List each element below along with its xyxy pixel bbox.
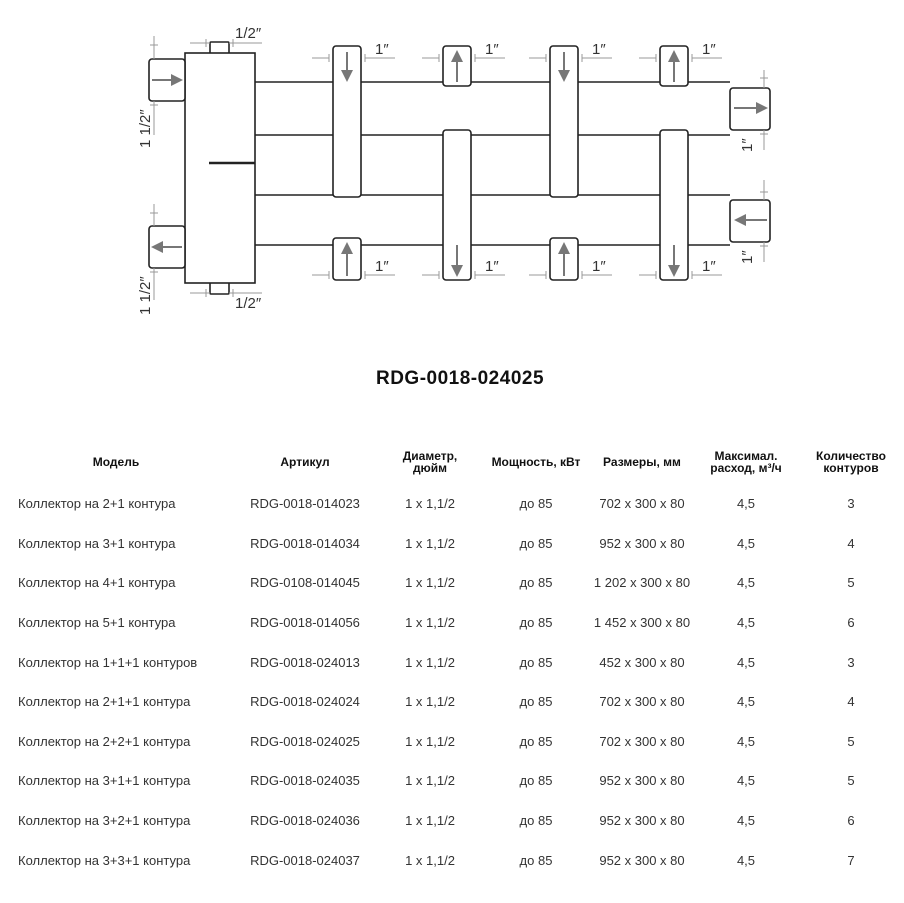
cell-model: Коллектор на 2+1+1 контура [18,694,191,710]
cell-power: до 85 [519,852,553,868]
cell-article: RDG-0018-024037 [250,852,360,868]
cell-flow: 4,5 [736,733,756,749]
cell-article: RDG-0018-014056 [250,615,360,631]
cell-count: 5 [847,773,855,789]
cell-diameter: 1 x 1,1/2 [405,773,455,789]
cell-model: Коллектор на 2+1 контура [18,496,176,512]
cell-diameter: 1 x 1,1/2 [405,496,455,512]
header-diameter: Диаметр, дюйм [402,449,458,475]
cell-count: 5 [847,733,855,749]
cell-flow: 4,5 [736,615,756,631]
cell-diameter: 1 x 1,1/2 [405,654,455,670]
cell-article: RDG-0018-024025 [250,733,360,749]
header-article: Артикул [280,455,330,469]
label-branch: 1″ [375,41,389,58]
cell-count: 6 [847,615,855,631]
models-table [0,440,904,880]
cell-diameter: 1 x 1,1/2 [405,852,455,868]
cell-flow: 4,5 [736,694,756,710]
label-branch: 1″ [375,258,389,275]
header-size: Размеры, мм [603,455,681,469]
table-row [0,563,904,603]
table-row [0,603,904,643]
cell-model: Коллектор на 3+2+1 контура [18,813,191,829]
cell-flow: 4,5 [736,496,756,512]
label-right-top: 1″ [739,138,756,152]
cell-count: 6 [847,813,855,829]
cell-size: 702 x 300 x 80 [599,694,685,710]
label-branch: 1″ [702,258,716,275]
cell-power: до 85 [519,694,553,710]
cell-power: до 85 [519,733,553,749]
cell-size: 1 202 x 300 x 80 [593,575,691,591]
cell-flow: 4,5 [736,773,756,789]
cell-model: Коллектор на 4+1 контура [18,575,176,591]
label-top-stub: 1/2″ [235,25,262,42]
table-header-row [0,440,904,484]
cell-article: RDG-0018-014023 [250,496,360,512]
table-row [0,840,904,880]
cell-power: до 85 [519,535,553,551]
cell-size: 952 x 300 x 80 [599,535,685,551]
label-branch: 1″ [592,41,606,58]
label-bottom-stub: 1/2″ [235,295,262,312]
header-power: Мощность, кВт [491,455,581,469]
table-row [0,761,904,801]
label-branch: 1″ [485,258,499,275]
cell-count: 7 [847,852,855,868]
cell-article: RDG-0018-024036 [250,813,360,829]
cell-article: RDG-0018-014034 [250,535,360,551]
cell-size: 1 452 x 300 x 80 [593,615,691,631]
cell-model: Коллектор на 3+1 контура [18,535,176,551]
table-row [0,722,904,762]
cell-count: 3 [847,496,855,512]
cell-flow: 4,5 [736,535,756,551]
cell-model: Коллектор на 3+3+1 контура [18,852,191,868]
cell-diameter: 1 x 1,1/2 [405,813,455,829]
cell-size: 952 x 300 x 80 [599,773,685,789]
label-left-top: 1 1/2″ [137,109,154,148]
cell-size: 702 x 300 x 80 [599,733,685,749]
cell-model: Коллектор на 3+1+1 контура [18,773,191,789]
cell-power: до 85 [519,496,553,512]
label-branch: 1″ [485,41,499,58]
cell-power: до 85 [519,813,553,829]
cell-article: RDG-0018-024024 [250,694,360,710]
table-row [0,642,904,682]
cell-diameter: 1 x 1,1/2 [405,535,455,551]
label-right-bottom: 1″ [739,250,756,264]
cell-power: до 85 [519,773,553,789]
collector-diagram [0,0,904,330]
cell-diameter: 1 x 1,1/2 [405,733,455,749]
cell-model: Коллектор на 1+1+1 контуров [18,654,198,670]
table-row [0,682,904,722]
header-count: Количество контуров [816,449,886,475]
cell-power: до 85 [519,654,553,670]
cell-count: 4 [847,535,855,551]
cell-flow: 4,5 [736,852,756,868]
cell-flow: 4,5 [736,813,756,829]
cell-power: до 85 [519,575,553,591]
cell-model: Коллектор на 2+2+1 контура [18,733,191,749]
table-row [0,801,904,841]
cell-article: RDG-0018-024035 [250,773,360,789]
cell-flow: 4,5 [736,654,756,670]
cell-model: Коллектор на 5+1 контура [18,615,176,631]
hydro-separator-body [185,53,255,283]
header-flow: Максимал. расход, м³/ч [710,449,782,475]
cell-article: RDG-0108-014045 [250,575,360,591]
cell-size: 452 x 300 x 80 [599,654,685,670]
header-model: Модель [92,455,140,469]
product-title: RDG-0018-024025 [375,368,545,389]
cell-power: до 85 [519,615,553,631]
cell-size: 702 x 300 x 80 [599,496,685,512]
table-row [0,484,904,524]
label-branch: 1″ [702,41,716,58]
label-left-bottom: 1 1/2″ [137,276,154,315]
cell-count: 3 [847,654,855,670]
cell-diameter: 1 x 1,1/2 [405,615,455,631]
cell-count: 5 [847,575,855,591]
cell-diameter: 1 x 1,1/2 [405,575,455,591]
cell-size: 952 x 300 x 80 [599,852,685,868]
label-branch: 1″ [592,258,606,275]
cell-article: RDG-0018-024013 [250,654,360,670]
cell-count: 4 [847,694,855,710]
cell-size: 952 x 300 x 80 [599,813,685,829]
table-row [0,524,904,564]
cell-flow: 4,5 [736,575,756,591]
cell-diameter: 1 x 1,1/2 [405,694,455,710]
